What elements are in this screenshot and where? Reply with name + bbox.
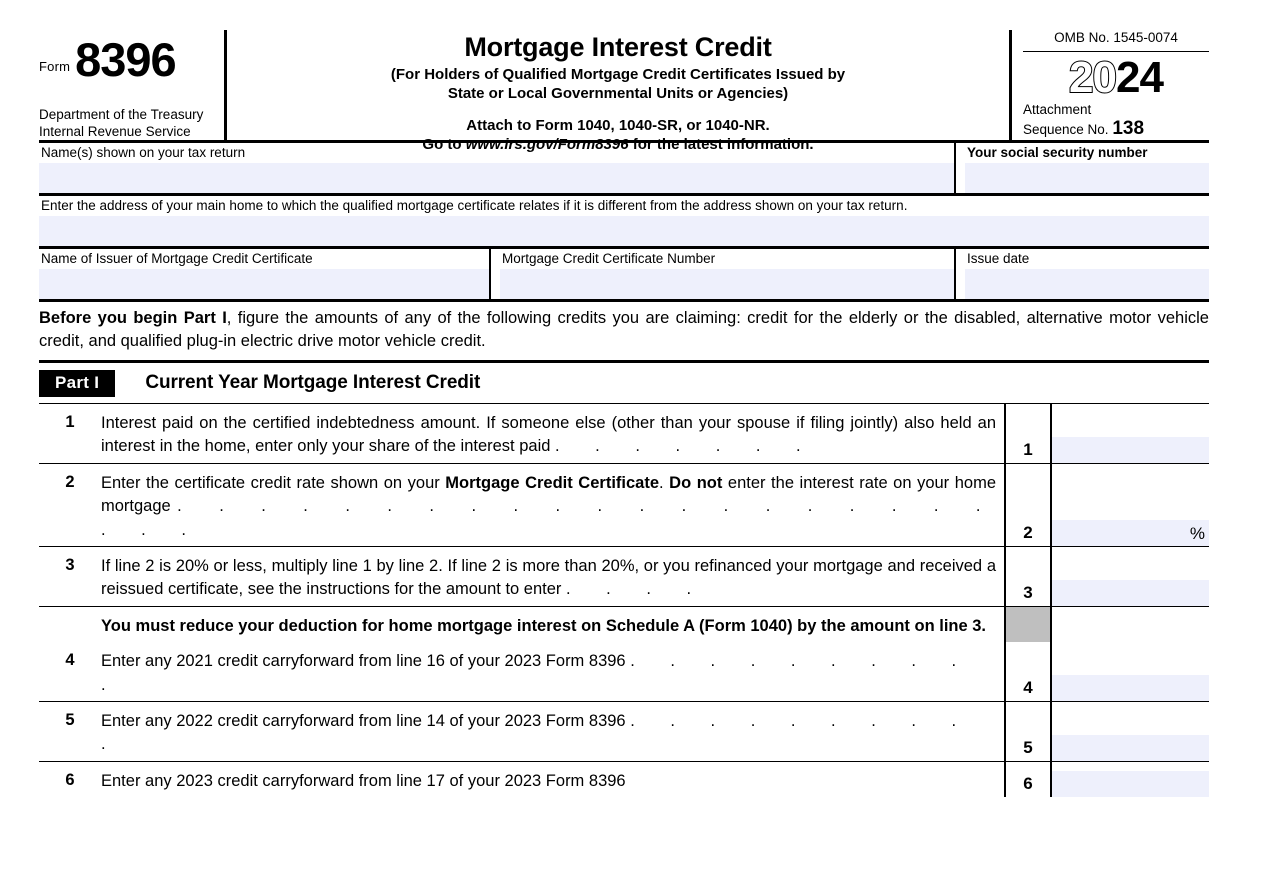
line-1-number-cell <box>1004 404 1052 463</box>
line-2-text-b: . <box>659 473 670 492</box>
line-6-number-marker: 6 <box>1023 774 1033 794</box>
goto-suffix: for the latest information. <box>628 136 814 154</box>
omb-block <box>1009 30 1209 140</box>
line-5-number-marker: 5 <box>1023 737 1033 757</box>
line-2-description <box>101 472 1004 542</box>
irs-url[interactable]: www.irs.gov/Form8396 <box>465 136 629 154</box>
form-subtitle <box>239 66 997 104</box>
before-you-begin-text: , figure the amounts of any of the following credits you are claiming: credit for the elderly or the disabled, alternative motor vehicle credit, and qualified plug-in electric drive motor vehicle credit. <box>39 308 1209 351</box>
table-row <box>39 464 1209 547</box>
issuer-label: Name of Issuer of Mortgage Credit Certificate <box>41 250 313 266</box>
line-1-number-marker: 1 <box>1023 439 1033 459</box>
line-2-number-cell <box>1004 464 1052 546</box>
line-1-number: 1 <box>65 412 75 431</box>
line-6-text: Enter any 2023 credit carryforward from line 17 of your 2023 Form 8396 <box>101 771 626 790</box>
line-3-amount-input[interactable] <box>1052 580 1209 606</box>
warning-row <box>39 607 1209 642</box>
tax-year-century: 20 <box>1069 53 1116 102</box>
address-instruction-label: Enter the address of your main home to which the qualified mortgage certificate relates if it is different from the address shown on your tax return. <box>41 197 908 213</box>
certificate-number-label: Mortgage Credit Certificate Number <box>502 250 716 266</box>
page-title: Mortgage Interest Credit <box>464 32 772 62</box>
warning-blank-cell <box>1052 607 1209 642</box>
line-3-text-cell <box>39 547 1004 606</box>
tax-year-digits: 24 <box>1116 53 1163 102</box>
before-you-begin-note <box>39 302 1209 360</box>
line-2-amount-cell[interactable] <box>1052 464 1209 546</box>
line-2-amount-input[interactable] <box>1052 520 1209 546</box>
line-1-text: Interest paid on the certified indebtedness amount. If someone else (other than your spouse if filing jointly) also held an interest in the home, enter only your share of the interest paid <box>101 413 996 456</box>
part1-title: Current Year Mortgage Interest Credit <box>145 372 481 394</box>
line-5-text: Enter any 2022 credit carryforward from line 14 of your 2023 Form 8396 <box>101 712 631 731</box>
line-6-number: 6 <box>65 770 75 789</box>
line-4-number-marker: 4 <box>1023 678 1033 698</box>
table-row <box>39 702 1209 762</box>
department-line-1: Department of the Treasury <box>39 107 204 123</box>
line-4-text-cell <box>39 642 1004 701</box>
line-6-amount-input[interactable] <box>1052 771 1209 797</box>
attachment-sequence-label: Sequence No. <box>1023 122 1109 138</box>
form-title-block <box>227 30 1009 154</box>
line-5-leader: . . . . . . . . . . <box>101 712 972 754</box>
line-1-amount-input[interactable] <box>1052 437 1209 463</box>
line-2-number: 2 <box>65 472 75 491</box>
issuer-input[interactable] <box>39 269 489 299</box>
omb-number: OMB No. 1545-0074 <box>1023 30 1209 52</box>
line-1-description <box>101 412 1004 459</box>
form-number-row <box>39 30 214 86</box>
address-input[interactable] <box>39 216 1209 246</box>
line-2-text-c: enter the interest rate on your home mortgage <box>101 473 997 516</box>
warning-text-cell <box>39 607 1004 642</box>
issue-date-field-group <box>956 249 1209 299</box>
line-4-number-cell <box>1004 642 1052 701</box>
table-row <box>39 547 1209 607</box>
part1-tag: Part I <box>39 370 115 397</box>
line-6-text-cell <box>39 762 1004 797</box>
certificate-number-input[interactable] <box>500 269 954 299</box>
form-word-label: Form <box>39 59 71 75</box>
issue-date-label: Issue date <box>967 250 1030 266</box>
line-4-description <box>101 650 1004 697</box>
form-subtitle-line-1: (For Holders of Qualified Mortgage Credit Certificates Issued by <box>390 66 846 84</box>
issuer-field-group <box>39 249 491 299</box>
ssn-field-group <box>956 143 1209 193</box>
attachment-sequence <box>1023 102 1209 141</box>
table-row <box>39 404 1209 464</box>
name-input[interactable] <box>39 163 954 193</box>
name-ssn-row <box>39 143 1209 193</box>
line-5-amount-input[interactable] <box>1052 735 1209 761</box>
attachment-sequence-number: 138 <box>1112 118 1145 140</box>
ssn-input[interactable] <box>965 163 1209 193</box>
line-5-amount-cell[interactable] <box>1052 702 1209 761</box>
warning-gray-block <box>1004 607 1052 642</box>
part1-banner <box>39 363 1209 403</box>
line-3-number-marker: 3 <box>1023 582 1033 602</box>
line-3-text: If line 2 is 20% or less, multiply line 1 by line 2. If line 2 is more than 20%, or you refinanced your mortgage and received a reissued certificate, see the instructions for the amount to enter <box>101 556 996 599</box>
address-row <box>39 196 1209 246</box>
line-6-number-cell <box>1004 762 1052 797</box>
part1-lines <box>39 403 1209 797</box>
issue-date-input[interactable] <box>965 269 1209 299</box>
line-2-percent-symbol: % <box>1189 523 1205 543</box>
line-5-number-cell <box>1004 702 1052 761</box>
certificate-number-field-group <box>491 249 956 299</box>
form-page <box>39 0 1209 797</box>
line-6-amount-cell[interactable] <box>1052 762 1209 797</box>
line-4-amount-input[interactable] <box>1052 675 1209 701</box>
line-5-description <box>101 710 1004 757</box>
name-label: Name(s) shown on your tax return <box>41 145 246 160</box>
goto-prefix: Go to <box>422 136 466 154</box>
form-number: 8396 <box>75 33 176 86</box>
line-3-description <box>101 555 1004 602</box>
line-2-leader: . . . . . . . . . . . . . . . . . . . . . . . <box>101 497 996 539</box>
line-3-amount-cell[interactable] <box>1052 547 1209 606</box>
line-4-leader: . . . . . . . . . . <box>101 652 972 694</box>
attach-to-instruction: Attach to Form 1040, 1040-SR, or 1040-NR. <box>466 116 770 134</box>
form-identifier-block <box>39 30 227 140</box>
table-row <box>39 642 1209 702</box>
line-3-leader: . . . . <box>566 580 707 599</box>
warning-spacer <box>39 615 101 638</box>
line-3-number-cell <box>1004 547 1052 606</box>
line-2-text-a: Enter the certificate credit rate shown on your <box>101 473 446 492</box>
line-2-number-marker: 2 <box>1023 522 1033 542</box>
line-1-leader: . . . . . . . <box>555 437 817 456</box>
line-3-number: 3 <box>65 555 75 574</box>
attachment-label: Attachment <box>1023 102 1092 117</box>
line-1-amount-cell[interactable] <box>1052 404 1209 463</box>
ssn-label: Your social security number <box>967 145 1148 160</box>
line-1-text-cell <box>39 404 1004 463</box>
department-block <box>39 107 203 140</box>
before-you-begin-lead: Before you begin Part I <box>39 308 227 327</box>
name-field-group <box>39 143 956 193</box>
line-4-text: Enter any 2021 credit carryforward from line 16 of your 2023 Form 8396 <box>101 652 631 671</box>
line-2-bold-a: Mortgage Credit Certificate <box>445 473 660 492</box>
tax-year <box>1023 52 1209 100</box>
deduction-warning: You must reduce your deduction for home mortgage interest on Schedule A (Form 1040) by the amount on line 3. <box>101 616 987 635</box>
line-2-bold-b: Do not <box>669 473 723 492</box>
form-subtitle-line-2: State or Local Governmental Units or Agencies) <box>447 84 789 102</box>
line-2-text-cell <box>39 464 1004 546</box>
line-4-number: 4 <box>65 651 75 670</box>
line-5-number: 5 <box>65 711 75 730</box>
attachment-sequence-row <box>1023 118 1209 141</box>
line-6-description <box>101 770 1004 793</box>
issuer-row <box>39 249 1209 299</box>
department-line-2: Internal Revenue Service <box>39 123 191 139</box>
table-row <box>39 762 1209 797</box>
line-4-amount-cell[interactable] <box>1052 642 1209 701</box>
line-5-text-cell <box>39 702 1004 761</box>
